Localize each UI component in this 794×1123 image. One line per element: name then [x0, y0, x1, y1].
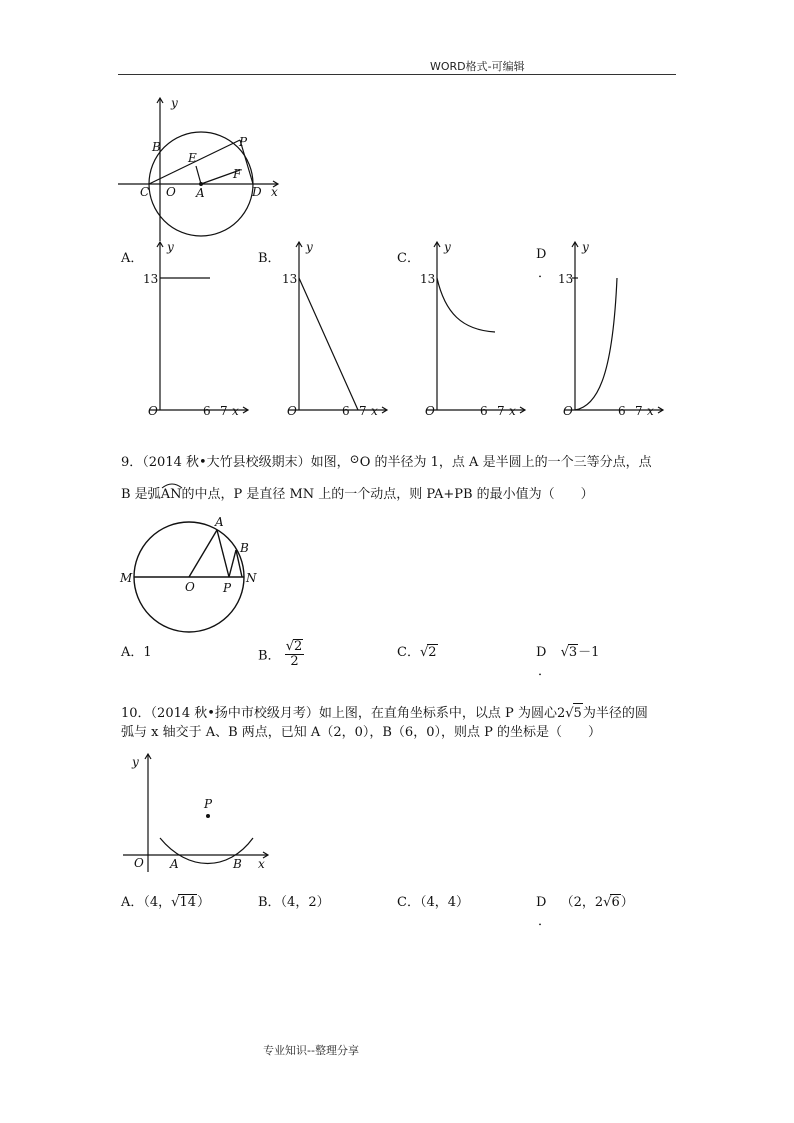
q8-option-c-graph[interactable] [417, 238, 527, 423]
q8-option-c-letter[interactable]: C． [397, 251, 420, 266]
q10-label-b: B [233, 857, 242, 871]
q10-coef: 2 [556, 706, 566, 721]
q10-option-d-coef: 2 [594, 895, 604, 910]
q9-option-b-numerator: 2 [294, 639, 303, 654]
fig-label-b: B [152, 140, 161, 154]
q9-option-c-radicand: 2 [428, 645, 437, 660]
q10-line1 [121, 703, 648, 724]
page-footer: 专业知识--整理分享 [263, 1044, 359, 1057]
sqrt-sign: √ [565, 706, 574, 721]
q10-label-o: O [134, 856, 144, 870]
q10-option-d-letter: D [536, 895, 547, 910]
q9-option-a[interactable]: A．1 [121, 645, 152, 660]
q8-d-tick7: 7 [635, 404, 643, 418]
q9-line2-suffix: 的中点，P 是直径 MN 上的一个动点，则 PA+PB 的最小值为（ ） [181, 487, 594, 502]
q10-option-a[interactable] [121, 891, 210, 910]
q8-c-y13: 13 [420, 272, 436, 286]
q9-option-b-fraction [285, 639, 305, 669]
q8-a-tick7: 7 [220, 404, 228, 418]
q8-c-ylabel: y [444, 240, 451, 254]
q9-label-n: N [246, 571, 257, 585]
q9-figure-circle-mn [118, 512, 268, 627]
q9-option-d-radicand: 3 [568, 645, 578, 660]
q8-d-y13: 13 [558, 272, 574, 286]
q9-line1-prefix: 9．（2014 秋•大竹县校级期末）如图， [121, 455, 350, 470]
fig-label-f: F [233, 167, 242, 181]
q9-line2 [121, 485, 594, 505]
q8-option-b-graph[interactable] [279, 238, 389, 423]
q9-label-p: P [223, 581, 232, 595]
fig-label-e: E [188, 151, 197, 165]
q9-line1 [121, 452, 652, 473]
q9-label-o: O [185, 580, 195, 594]
q10-label-a: A [170, 857, 179, 871]
q10-line1-prefix: 10．（2014 秋•扬中市校级月考）如上图，在直角坐标系中，以点 P 为圆心 [121, 706, 557, 721]
q10-label-x: x [258, 857, 265, 871]
q10-option-d-dot: ． [538, 914, 552, 929]
q10-label-y: y [132, 755, 139, 769]
q9-option-b-denominator: 2 [290, 654, 299, 669]
q8-d-tick6: 6 [618, 404, 626, 418]
q9-label-m: M [120, 571, 133, 585]
q9-option-d-tail: －1 [578, 645, 600, 660]
q10-option-d-radicand: 6 [611, 895, 620, 910]
q8-d-ylabel: y [582, 240, 589, 254]
q8-c-xlabel: x [509, 404, 516, 418]
q8-b-origin: O [287, 404, 297, 418]
q10-option-a-prefix: A．（4， [121, 895, 172, 910]
q9-option-d[interactable] [536, 641, 599, 660]
q8-option-d-dot: ． [538, 266, 552, 281]
q9-option-d-dot: ． [538, 664, 552, 679]
q8-c-tick6: 6 [480, 404, 488, 418]
q10-line2: 弧与 x 轴交于 A、B 两点，已知 A（2，0），B（6，0），则点 P 的坐标是（ ） [121, 725, 601, 740]
arc-an [161, 485, 182, 505]
q10-option-b[interactable]: B．（4，2） [258, 895, 330, 910]
q9-label-a: A [215, 515, 224, 529]
q8-b-tick6: 6 [342, 404, 350, 418]
fig-label-o: O [166, 185, 176, 199]
sqrt-sign: √ [603, 895, 612, 910]
q9-line1-suffix: O 的半径为 1，点 A 是半圆上的一个三等分点，点 [359, 455, 652, 470]
q8-a-y13: 13 [143, 272, 159, 286]
q8-b-y13: 13 [282, 272, 298, 286]
fig-label-p: P [239, 135, 248, 149]
q10-option-c[interactable]: C．（4，4） [397, 895, 469, 910]
sqrt-sign: √ [419, 645, 429, 660]
q9-option-c[interactable] [397, 641, 438, 660]
q9-option-c-letter: C． [397, 645, 420, 660]
fig-label-c: C [140, 185, 150, 199]
q8-c-origin: O [425, 404, 435, 418]
q8-a-origin: O [148, 404, 158, 418]
sqrt-sign: √ [560, 645, 569, 660]
header-rule [118, 74, 676, 75]
q8-a-ylabel: y [167, 240, 174, 254]
q8-c-tick7: 7 [497, 404, 505, 418]
q10-option-d-suffix: ） [620, 895, 634, 910]
arc-an-label: AN [160, 487, 182, 502]
circle-symbol: ⊙ [349, 452, 360, 466]
fig-label-d: D [252, 185, 262, 199]
q8-a-tick6: 6 [203, 404, 211, 418]
q8-b-tick7: 7 [359, 404, 367, 418]
fig-label-x: x [271, 185, 278, 199]
q8-b-xlabel: x [371, 404, 378, 418]
sqrt-sign: √ [171, 895, 180, 910]
page-header: WORD格式-可编辑 [430, 60, 525, 73]
q9-option-d-letter: D [536, 645, 547, 660]
q8-option-a-graph[interactable] [140, 238, 250, 423]
q9-option-b-letter: B． [258, 648, 281, 664]
fig-label-a: A [196, 186, 205, 200]
q10-option-d-prefix: （2， [560, 895, 595, 910]
q10-radicand: 5 [573, 703, 583, 724]
q10-label-p: P [204, 797, 213, 811]
q8-option-d-letter[interactable]: D [536, 247, 547, 262]
q8-option-b-letter[interactable]: B． [258, 251, 281, 266]
q8-option-d-graph[interactable] [555, 238, 665, 423]
q8-a-xlabel: x [232, 404, 239, 418]
figure-circle-cpd [118, 96, 288, 241]
q10-figure-arc [118, 752, 278, 877]
q8-b-ylabel: y [306, 240, 313, 254]
q10-option-a-radicand: 14 [179, 895, 197, 910]
q8-option-a-letter[interactable]: A． [121, 251, 144, 266]
q8-d-xlabel: x [647, 404, 654, 418]
fig-label-y: y [171, 96, 178, 110]
q10-option-d[interactable] [536, 891, 634, 910]
q10-line1-suffix: 为半径的圆 [582, 706, 648, 721]
q9-label-b: B [240, 541, 249, 555]
q10-option-a-suffix: ） [197, 895, 211, 910]
q9-option-b[interactable] [258, 641, 304, 671]
sqrt-sign: √ [285, 639, 294, 654]
q9-line2-prefix: B 是弧 [121, 487, 161, 502]
q8-d-origin: O [563, 404, 573, 418]
